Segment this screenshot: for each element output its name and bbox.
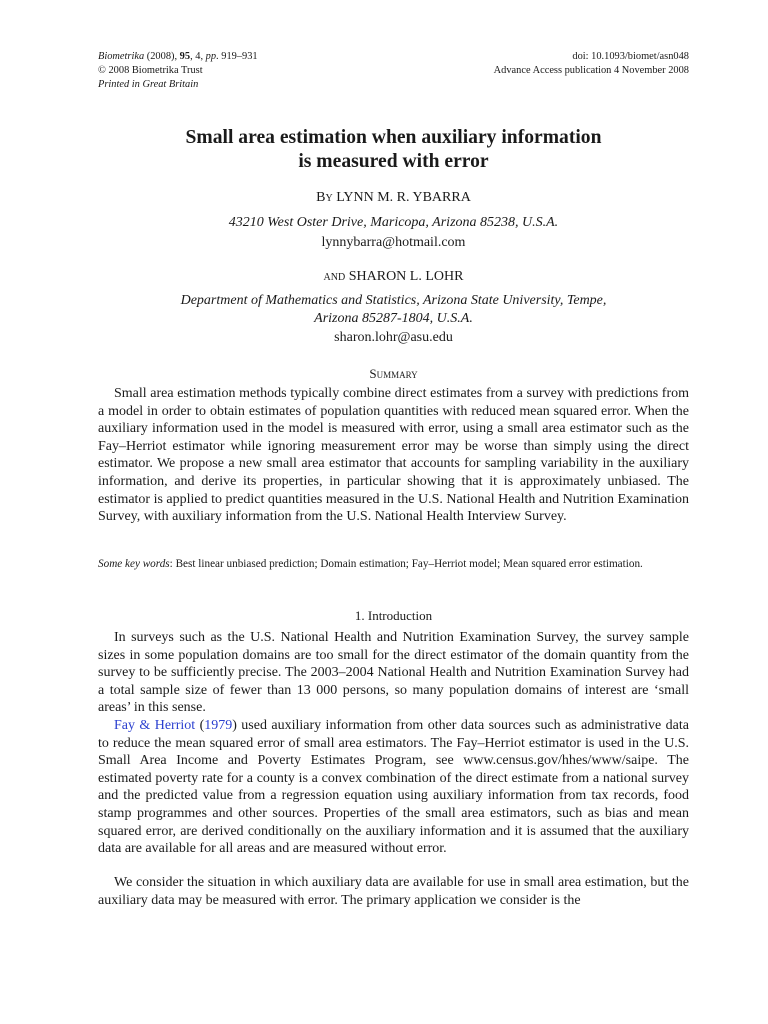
author1-name: By LYNN M. R. YBARRA bbox=[316, 190, 471, 205]
summary-text: Small area estimation methods typically combine direct estimates from a survey with predictions from a model in order to obtain estimates of population quantities with reduced mean squared error. When the auxiliary information used in the model is measured with error, using a small area estimator such as the Fay–Herriot estimator while ignoring measurement error may be worse than simply using the direct estimator. We propose a new small area estimator that accounts for sampling variability in the auxiliary information, and derive its properties, in particular showing that it is approximately unbiased. The estimator is applied to predict quantities measured in the U.S. National Health and Nutrition Examination Survey, with auxiliary information from the U.S. National Health Interview Survey. bbox=[98, 386, 689, 525]
citation-line: Biometrika (2008), 95, 4, pp. 919–931 bbox=[98, 51, 258, 62]
citation-link-fay-herriot[interactable]: Fay & Herriot bbox=[114, 718, 196, 733]
author2-email[interactable]: sharon.lohr@asu.edu bbox=[334, 330, 453, 345]
section-heading-introduction: 1. Introduction bbox=[354, 608, 433, 623]
key-words: Some key words: Best linear unbiased prediction; Domain estimation; Fay–Herriot model; Mean squared error estimation. bbox=[98, 558, 643, 570]
advance-access-line: Advance Access publication 4 November 2008 bbox=[493, 65, 689, 76]
author2-name: and SHARON L. LOHR bbox=[323, 269, 464, 284]
author1-address: 43210 West Oster Drive, Maricopa, Arizona 85238, U.S.A. bbox=[228, 215, 559, 230]
paper-title: Small area estimation when auxiliary information is measured with error bbox=[185, 127, 602, 172]
author2-address-line1: Department of Mathematics and Statistics, Arizona State University, Tempe, bbox=[180, 293, 607, 308]
doi-line: doi: 10.1093/biomet/asn048 bbox=[572, 51, 689, 62]
citation-link-1979[interactable]: 1979 bbox=[204, 718, 233, 733]
summary-heading: Summary bbox=[369, 366, 418, 381]
header-left bbox=[98, 50, 258, 92]
author2-address-line2: Arizona 85287-1804, U.S.A. bbox=[314, 311, 473, 326]
paper-page bbox=[98, 0, 689, 1024]
author1-email[interactable]: lynnybarra@hotmail.com bbox=[321, 235, 466, 250]
intro-paragraph-2: Fay & Herriot (1979) used auxiliary information from other data sources such as administrative data to reduce the mean squared error of small area estimators. The Fay–Herriot estimator is used in the U.S. Small Area Income and Poverty Estimates Program, see www.census.gov/hhes/www/saipe. The estimated poverty rate for a county is a convex combination of the direct estimate from a national survey and the predicted value from a regression equation using auxiliary information from tax records, food stamp programmes and other sources. Properties of the small area estimators, such as bias and mean squared error, are derived conditionally on the auxiliary information and it is assumed that the auxiliary data are available for all areas and are measured without error. bbox=[98, 718, 689, 857]
intro-paragraph-3: We consider the situation in which auxiliary data are available for use in small area estimation, but the auxiliary data may be measured with error. The primary application we consider is the bbox=[98, 875, 689, 908]
printed-line: Printed in Great Britain bbox=[98, 79, 199, 90]
header-right bbox=[494, 50, 689, 78]
copyright-line: © 2008 Biometrika Trust bbox=[98, 65, 203, 76]
intro-paragraph-1: In surveys such as the U.S. National Health and Nutrition Examination Survey, the survey sample sizes in some population domains are too small for the direct estimator of the domain quantity from the survey to be sufficiently precise. The 2003–2004 National Health and Nutrition Examination Survey had a total sample size of fewer than 13 000 persons, so many population domains of interest are ‘small areas’ in this sense. bbox=[98, 630, 689, 716]
